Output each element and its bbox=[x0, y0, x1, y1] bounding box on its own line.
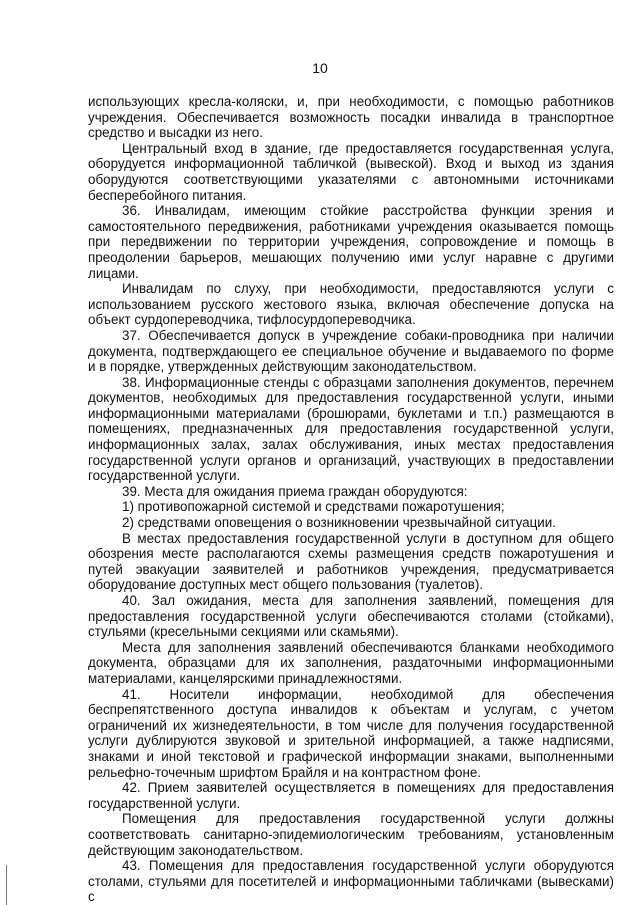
list-item-2: 2) средствами оповещения о возникновении чрезвычайной ситуации. bbox=[122, 515, 556, 531]
list-item-1: 1) противопожарной системой и средствами пожаротушения; bbox=[122, 499, 505, 515]
paragraph-sanitary: Помещения для предоставления государственной услуги должны соответствовать санитарно-эпидемиологическим требованиям, установленным действующим законодательством. bbox=[88, 811, 614, 858]
paragraph-42: 42. Прием заявителей осуществляется в помещениях для предоставления государственной услуги. bbox=[88, 780, 614, 811]
paragraph-38: 38. Информационные стенды с образцами заполнения документов, перечнем документов, необходимых для предоставления государственной услуги, иными информационными материалами (брошюрами, буклетами и т.п.) размещаются в помещениях, предназначенных для предоставления государственной услуги, информационных залах, залах обслуживания, иных местах предоставления государственной услуги органов и организаций, участвующих в предоставлении государственной услуги. bbox=[88, 374, 614, 484]
document-body bbox=[88, 94, 614, 905]
paragraph-40: 40. Зал ожидания, места для заполнения заявлений, помещения для предоставления государственной услуги обеспечиваются столами (стойками), стульями (кресельными секциями или скамьями). bbox=[88, 593, 614, 640]
paragraph-hearing-impaired: Инвалидам по слуху, при необходимости, предоставляются услуги с использованием русского жестового языка, включая обеспечение допуска на объект сурдопереводчика, тифлосурдопереводчика. bbox=[88, 281, 614, 328]
scan-edge-line bbox=[6, 865, 7, 905]
paragraph-37: 37. Обеспечивается допуск в учреждение собаки-проводника при наличии документа, подтверждающего ее специальное обучение и выдаваемого по форме и в порядке, утвержденных действующим законодательством. bbox=[88, 327, 614, 375]
paragraph-39: 39. Места для ожидания приема граждан оборудуются: bbox=[122, 483, 468, 499]
paragraph-central-entrance: Центральный вход в здание, где предоставляется государственная услуга, оборудуется информационной табличкой (вывеской). Вход и выход из здания оборудуются соответствующими указателями с автономными источниками бесперебойного питания. bbox=[88, 140, 614, 203]
paragraph-evacuation: В местах предоставления государственной услуги в доступном для общего обозрения месте располагаются схемы размещения средств пожаротушения и путей эвакуации заявителей и работников учреждения, предусматривается оборудование доступных мест общего пользования (туалетов). bbox=[88, 530, 614, 593]
page-number: 10 bbox=[312, 60, 328, 76]
paragraph-forms: Места для заполнения заявлений обеспечиваются бланками необходимого документа, образцами для их заполнения, раздаточными информационными материалами, канцелярскими принадлежностями. bbox=[88, 639, 614, 686]
paragraph-43: 43. Помещения для предоставления государственной услуги оборудуются столами, стульями для посетителей и информационными табличками (вывесками) с bbox=[88, 858, 614, 905]
paragraph-36: 36. Инвалидам, имеющим стойкие расстройства функции зрения и самостоятельного передвижения, работниками учреждения оказывается помощь при передвижении по территории учреждения, сопровождение и помощь в преодолении барьеров, мешающих получению ими услуг наравне с другими лицами. bbox=[88, 203, 614, 281]
paragraph-41: 41. Носители информации, необходимой для обеспечения беспрепятственного доступа инвалидов к объектам и услугам, с учетом ограничений их жизнедеятельности, в том числе для получения государственной услуги дублируются звуковой и зрительной информацией, а также надписями, знаками и иной текстовой и графической информации знаками, выполненными рельефно-точечным шрифтом Брайля и на контрастном фоне. bbox=[88, 686, 614, 780]
paragraph-continuation: использующих кресла-коляски, и, при необходимости, с помощью работников учреждения. Обеспечивается возможность посадки инвалида в транспортное средство и высадки из него. bbox=[88, 94, 614, 141]
